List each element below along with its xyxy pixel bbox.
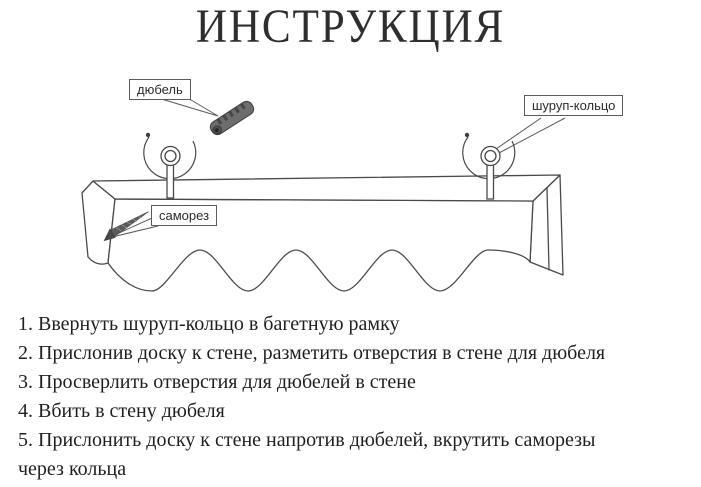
right-ring-inner	[485, 151, 496, 162]
screw-ring-callout-label	[524, 95, 623, 116]
instruction-list	[18, 310, 686, 484]
rotation-arrowhead-left	[146, 133, 150, 137]
right-ring-shank	[487, 163, 494, 199]
dowel-label-text: дюбель	[137, 82, 183, 97]
screw-ring-label-text: шуруп-кольцо	[532, 98, 616, 113]
rotation-arrowhead-right	[465, 133, 469, 137]
left-ring-shank	[167, 163, 174, 198]
instruction-step-1: 1. Ввернуть шуруп-кольцо в багетную рамку	[18, 313, 400, 335]
dowel-callout-label	[129, 79, 191, 100]
dowel-illustration	[208, 99, 256, 137]
samorez-label-text: саморез	[159, 208, 210, 223]
instruction-step-4: 4. Вбить в стену дюбеля	[18, 400, 225, 422]
samorez-callout-label	[151, 205, 217, 226]
page-title: ИНСТРУКЦИЯ	[195, 0, 506, 53]
instruction-step-5-continuation: через кольца	[18, 458, 127, 480]
instruction-step-5: 5. Прислонить доску к стене напротив дюбелей, вкрутить саморезы	[18, 429, 596, 451]
instruction-step-3: 3. Просверлить отверстия для дюбелей в стене	[18, 371, 416, 393]
left-ring-inner	[165, 151, 176, 162]
instruction-step-2: 2. Прислонив доску к стене, разметить отверстия в стене для дюбеля	[18, 342, 606, 364]
screw-ring-leader-line	[496, 118, 565, 153]
